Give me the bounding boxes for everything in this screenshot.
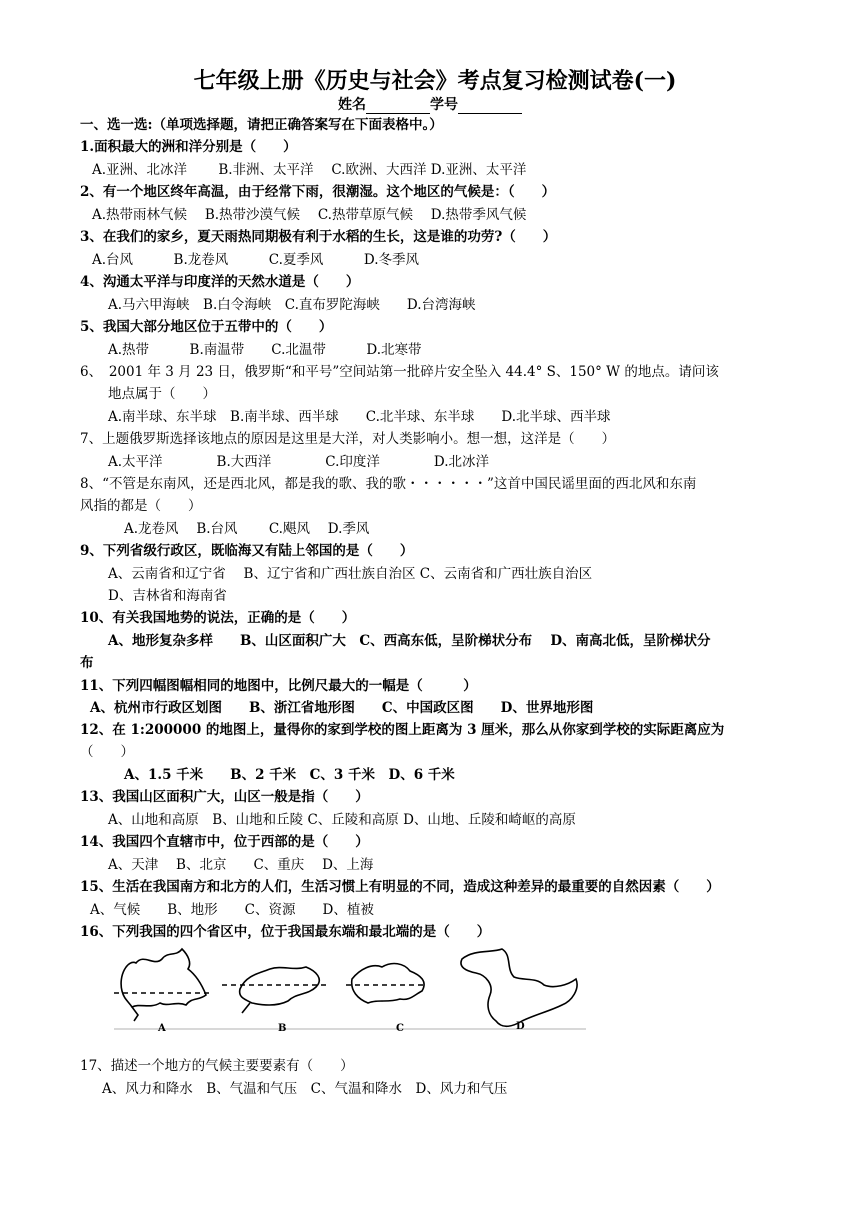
question-stem: 15、生活在我国南方和北方的人们，生活习惯上有明显的不同，造成这种差异的最重要的自然因素（ ） xyxy=(80,879,720,895)
question-options: A.台风 B.龙卷风 C.夏季风 D.冬季风 xyxy=(92,252,420,268)
question-stem: 1.面积最大的洲和洋分别是（ ） xyxy=(80,139,297,155)
question-stem: 12、在 1:200000 的地图上，量得你的家到学校的图上距离为 3 厘米，那么从你家到学校的实际距离应为 xyxy=(80,722,725,738)
map-label-d: D xyxy=(516,1021,525,1032)
name-number-bar xyxy=(0,94,860,114)
question-options: A.太平洋 B.大西洋 C.印度洋 D.北冰洋 xyxy=(108,454,490,470)
question-stem: 14、我国四个直辖市中，位于西部的是（ ） xyxy=(80,834,369,850)
question-stem: 10、有关我国地势的说法，正确的是（ ） xyxy=(80,610,356,626)
question-stem-cont: （ ） xyxy=(80,744,134,760)
map-c xyxy=(346,964,426,1003)
map-b xyxy=(222,967,328,1013)
question-stem: 13、我国山区面积广大，山区一般是指（ ） xyxy=(80,789,369,805)
question-stem: 9、下列省级行政区，既临海又有陆上邻国的是（ ） xyxy=(80,543,414,559)
question-options-cont: D、吉林省和海南省 xyxy=(108,588,227,604)
question-options: A.龙卷风 B.台风 C.飓风 D.季风 xyxy=(124,521,370,537)
question-options: A、风力和降水 B、气温和气压 C、气温和降水 D、风力和气压 xyxy=(102,1081,508,1097)
map-label-a: A xyxy=(158,1023,166,1034)
question-options: A、天津 B、北京 C、重庆 D、上海 xyxy=(108,857,374,873)
question-stem: 11、下列四幅图幅相同的地图中，比例尺最大的一幅是（ ） xyxy=(80,678,477,694)
question-options: A、杭州市行政区划图 B、浙江省地形图 C、中国政区图 D、世界地形图 xyxy=(90,700,594,716)
question-options: A.南半球、东半球 B.南半球、西半球 C.北半球、东半球 D.北半球、西半球 xyxy=(108,409,611,425)
question-options: A.热带雨林气候 B.热带沙漠气候 C.热带草原气候 D.热带季风气候 xyxy=(92,207,527,223)
question-stem: 7、上题俄罗斯选择该地点的原因是这里是大洋，对人类影响小。想一想，这洋是（ ） xyxy=(80,431,616,447)
question-options: A、地形复杂多样 B、山区面积广大 C、西高东低，呈阶梯状分布 D、南高北低，呈阶梯状分 xyxy=(108,633,711,649)
page-title: 七年级上册《历史与社会》考点复习检测试卷(一) xyxy=(193,68,677,94)
section-heading: 一、选一选:（单项选择题，请把正确答案写在下面表格中。） xyxy=(80,117,443,133)
map-label-c: C xyxy=(396,1023,404,1034)
question-options: A.马六甲海峡 B.白令海峡 C.直布罗陀海峡 D.台湾海峡 xyxy=(108,297,476,313)
question-options: A.亚洲、北冰洋 B.非洲、太平洋 C.欧洲、大西洋 D.亚洲、太平洋 xyxy=(92,162,527,178)
question-stem: 6、 2001 年 3 月 23 日，俄罗斯“和平号”空间站第一批碎片安全坠入 44.4° S、150° W 的地点。请问该 xyxy=(80,364,719,380)
map-label-b: B xyxy=(278,1023,287,1034)
question-stem: 3、在我们的家乡，夏天雨热同期极有利于水稻的生长，这是谁的功劳?（ ） xyxy=(80,229,557,245)
question-stem: 16、下列我国的四个省区中，位于我国最东端和最北端的是（ ） xyxy=(80,924,491,940)
question-options: A.热带 B.南温带 C.北温带 D.北寒带 xyxy=(108,342,422,358)
name-label: 姓名 xyxy=(338,97,366,113)
question-stem: 17、描述一个地方的气候主要要素有（ ） xyxy=(80,1058,354,1074)
question-stem: 4、沟通太平洋与印度洋的天然水道是（ ） xyxy=(80,274,360,290)
number-blank[interactable] xyxy=(458,99,522,114)
question-options: A、山地和高原 B、山地和丘陵 C、丘陵和高原 D、山地、丘陵和崎岖的高原 xyxy=(108,812,576,828)
question-stem-cont: 风指的都是（ ） xyxy=(80,498,202,514)
question-stem: 5、我国大部分地区位于五带中的（ ） xyxy=(80,319,333,335)
map-d xyxy=(461,949,577,1026)
number-label: 学号 xyxy=(430,97,458,113)
question-options: A、1.5 千米 B、2 千米 C、3 千米 D、6 千米 xyxy=(124,767,455,783)
question-stem: 2、有一个地区终年高温，由于经常下雨，很潮湿。这个地区的气候是：（ ） xyxy=(80,184,556,200)
question-stem: 8、“不管是东南风，还是西北风，都是我的歌、我的歌・・・・・・”这首中国民谣里面的西北风和东南 xyxy=(80,476,697,492)
map-a xyxy=(114,949,210,1021)
question-options: A、云南省和辽宁省 B、辽宁省和广西壮族自治区 C、云南省和广西壮族自治区 xyxy=(108,566,593,582)
question-options: A、气候 B、地形 C、资源 D、植被 xyxy=(90,902,374,918)
province-outline-maps xyxy=(110,945,590,1035)
question-stem-cont: 地点属于（ ） xyxy=(108,386,216,402)
question-options-cont: 布 xyxy=(80,655,94,671)
name-blank[interactable] xyxy=(366,99,430,114)
